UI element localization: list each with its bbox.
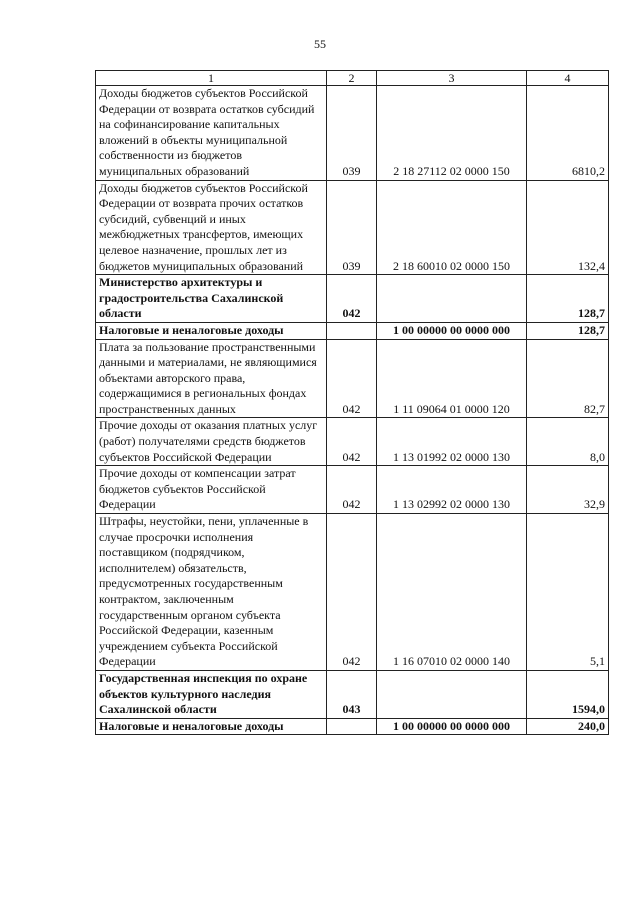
table-row (96, 514, 609, 671)
row-kbk-code: 2 18 27112 02 0000 150 (377, 86, 527, 181)
row-admin-code: 042 (327, 275, 377, 323)
table-row (96, 86, 609, 181)
row-name: Доходы бюджетов субъектов Российской Федерации от возврата прочих остатков субсидий, субвенций и иных межбюджетных трансфертов, имеющих целевое назначение, прошлых лет из бюджетов муниципальных образований (96, 180, 327, 275)
row-kbk-code: 1 00 00000 00 0000 000 (377, 322, 527, 339)
table-row (96, 670, 609, 718)
table-row (96, 275, 609, 323)
row-kbk-code: 1 13 01992 02 0000 130 (377, 418, 527, 466)
row-amount: 8,0 (527, 418, 609, 466)
row-amount: 132,4 (527, 180, 609, 275)
header-col-1: 1 (96, 71, 327, 86)
row-admin-code: 042 (327, 339, 377, 418)
row-admin-code: 042 (327, 514, 377, 671)
row-name: Налоговые и неналоговые доходы (96, 322, 327, 339)
row-amount: 6810,2 (527, 86, 609, 181)
row-kbk-code: 1 11 09064 01 0000 120 (377, 339, 527, 418)
table-row (96, 180, 609, 275)
row-name: Государственная инспекция по охране объектов культурного наследия Сахалинской области (96, 670, 327, 718)
row-name: Штрафы, неустойки, пени, уплаченные в случае просрочки исполнения поставщиком (подрядчиком, исполнителем) обязательств, предусмотренных государственным контрактом, заключенным государственным органом субъекта Российской Федерации, казенным учреждением субъекта Российской Федерации (96, 514, 327, 671)
row-amount: 82,7 (527, 339, 609, 418)
header-col-2: 2 (327, 71, 377, 86)
row-name: Министерство архитектуры и градостроительства Сахалинской области (96, 275, 327, 323)
row-kbk-code: 2 18 60010 02 0000 150 (377, 180, 527, 275)
row-kbk-code: 1 00 00000 00 0000 000 (377, 718, 527, 735)
revenue-table (95, 70, 609, 735)
row-kbk-code (377, 670, 527, 718)
row-admin-code: 042 (327, 466, 377, 514)
row-amount: 5,1 (527, 514, 609, 671)
table-row (96, 466, 609, 514)
row-name: Прочие доходы от оказания платных услуг (работ) получателями средств бюджетов субъектов Российской Федерации (96, 418, 327, 466)
row-admin-code: 042 (327, 418, 377, 466)
row-kbk-code (377, 275, 527, 323)
row-name: Доходы бюджетов субъектов Российской Федерации от возврата остатков субсидий на софинансирование капитальных вложений в объекты муниципальной собственности из бюджетов муниципальных образований (96, 86, 327, 181)
table-row (96, 718, 609, 735)
row-amount: 128,7 (527, 322, 609, 339)
row-admin-code: 039 (327, 180, 377, 275)
header-col-3: 3 (377, 71, 527, 86)
row-admin-code: 039 (327, 86, 377, 181)
row-amount: 240,0 (527, 718, 609, 735)
row-admin-code: 043 (327, 670, 377, 718)
row-admin-code (327, 322, 377, 339)
table-row (96, 322, 609, 339)
row-name: Налоговые и неналоговые доходы (96, 718, 327, 735)
row-amount: 1594,0 (527, 670, 609, 718)
row-amount: 32,9 (527, 466, 609, 514)
table-header-row (96, 71, 609, 86)
table-row (96, 339, 609, 418)
row-amount: 128,7 (527, 275, 609, 323)
table-row (96, 418, 609, 466)
row-kbk-code: 1 13 02992 02 0000 130 (377, 466, 527, 514)
page-number: 55 (314, 37, 326, 51)
row-name: Плата за пользование пространственными данными и материалами, не являющимися объектами авторского права, содержащимися в региональных фондах пространственных данных (96, 339, 327, 418)
row-kbk-code: 1 16 07010 02 0000 140 (377, 514, 527, 671)
row-admin-code (327, 718, 377, 735)
header-col-4: 4 (527, 71, 609, 86)
row-name: Прочие доходы от компенсации затрат бюджетов субъектов Российской Федерации (96, 466, 327, 514)
